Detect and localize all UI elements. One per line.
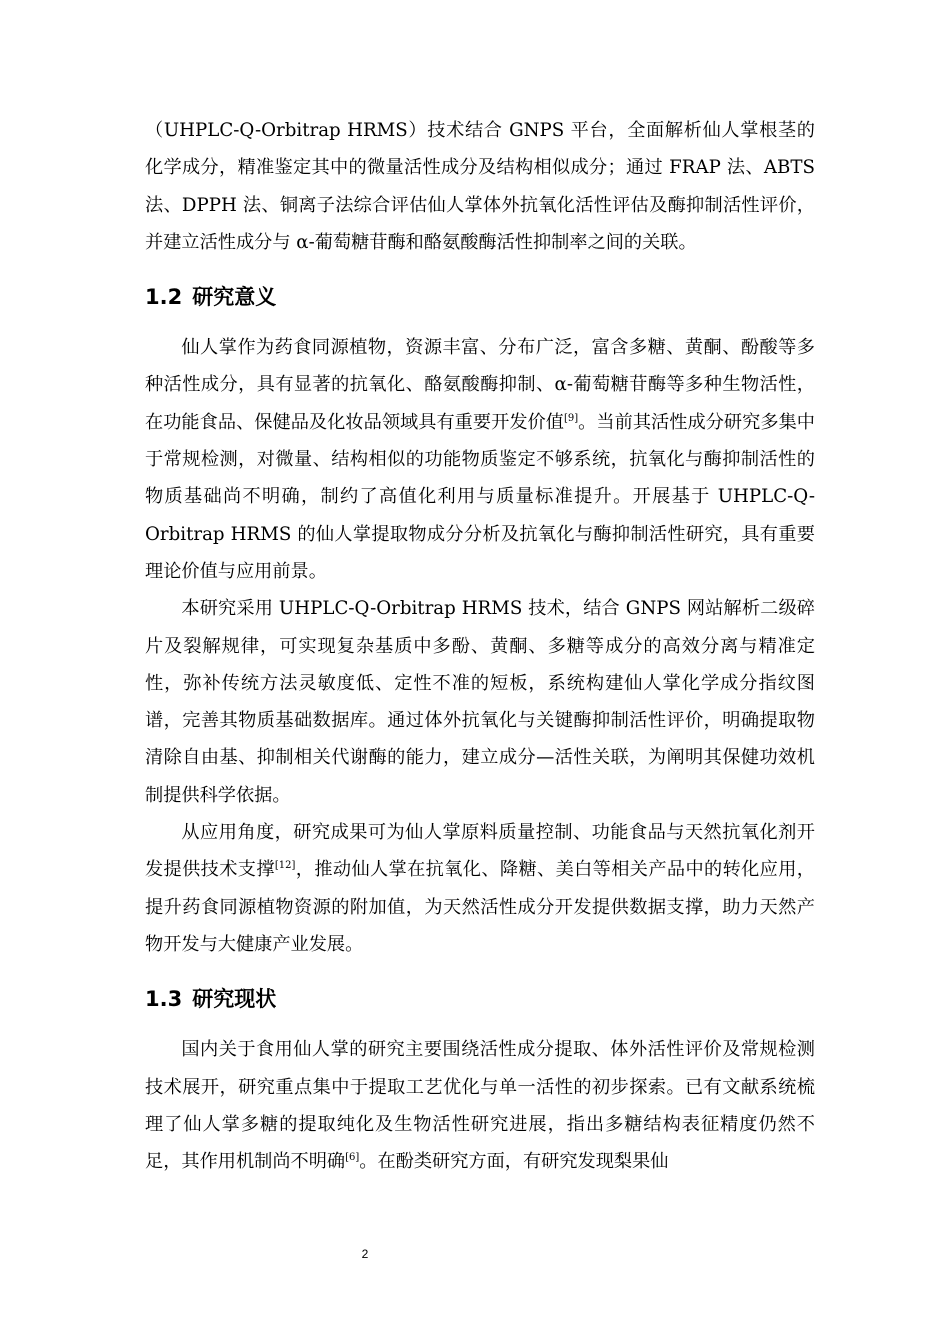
intro-paragraph: （UHPLC-Q-Orbitrap HRMS）技术结合 GNPS 平台，全面解析仙人掌根茎的化学成分，精准鉴定其中的微量活性成分及结构相似成分；通过 FRAP 法、ABTS 法、DPPH 法、铜离子法综合评估仙人掌体外抗氧化活性评估及酶抑制活性评价，并建立活性成分与 α-葡萄糖苷酶和酪氨酸酶活性抑制率之间的关联。 [145, 120, 815, 253]
page-number: 2 [361, 1247, 369, 1261]
section-number: 1.2 [145, 285, 183, 310]
section-1-2-paragraph-2: 本研究采用 UHPLC-Q-Orbitrap HRMS 技术，结合 GNPS 网站解析二级碎片及裂解规律，可实现复杂基质中多酚、黄酮、多糖等成分的高效分离与精准定性，弥补传统方法灵敏度低、定性不准的短板，系统构建仙人掌化学成分指纹图谱，完善其物质基础数据库。通过体外抗氧化与关键酶抑制活性评价，明确提取物清除自由基、抑制相关代谢酶的能力，建立成分—活性关联，为阐明其保健功效机制提供科学依据。 [145, 598, 815, 806]
section-title: 研究现状 [192, 987, 277, 1012]
paragraph-text: 仙人掌作为药食同源植物，资源丰富、分布广泛，富含多糖、黄酮、酚酸等多种活性成分，具有显著的抗氧化、酪氨酸酶抑制、α-葡萄糖苷酶等多种生物活性，在功能食品、保健品及化妆品领域具有重要开发价值 [145, 337, 815, 433]
citation-ref: [9] [563, 412, 579, 424]
paragraph-text: 国内关于食用仙人掌的研究主要围绕活性成分提取、体外活性评价及常规检测技术展开，研究重点集中于提取工艺优化与单一活性的初步探索。已有文献系统梳理了仙人掌多糖的提取纯化及生物活性研究进展，指出多糖结构表征精度仍然不足，其作用机制尚不明确 [145, 1039, 815, 1173]
paragraph-text: 从应用角度，研究成果可为仙人掌原料质量控制、功能食品与天然抗氧化剂开发提供技术支撑 [145, 822, 815, 881]
section-heading-1-2 [145, 275, 815, 319]
page-body [145, 112, 815, 1180]
citation-ref: [12] [274, 860, 296, 872]
section-1-2-paragraph-3 [145, 814, 815, 963]
paragraph-text: 。在酚类研究方面，有研究发现梨果仙 [359, 1151, 669, 1173]
section-1-3-paragraph-1 [145, 1031, 815, 1180]
paragraph-text: 。当前其活性成分研究多集中于常规检测，对微量、结构相似的功能物质鉴定不够系统，抗氧化与酶抑制活性的物质基础尚不明确，制约了高值化利用与质量标准提升。开展基于 UHPLC-Q-Orbitrap HRMS 的仙人掌提取物成分分析及抗氧化与酶抑制活性研究，具有重要理论价值与应用前景。 [145, 411, 815, 582]
section-number: 1.3 [145, 987, 183, 1012]
citation-ref: [6] [345, 1152, 360, 1164]
paragraph-text: ，推动仙人掌在抗氧化、降糖、美白等相关产品中的转化应用，提升药食同源植物资源的附加值，为天然活性成分开发提供数据支撑，助力天然产物开发与大健康产业发展。 [145, 859, 815, 955]
section-heading-1-3 [145, 977, 815, 1021]
section-title: 研究意义 [192, 285, 277, 310]
section-1-2-paragraph-1 [145, 329, 815, 590]
